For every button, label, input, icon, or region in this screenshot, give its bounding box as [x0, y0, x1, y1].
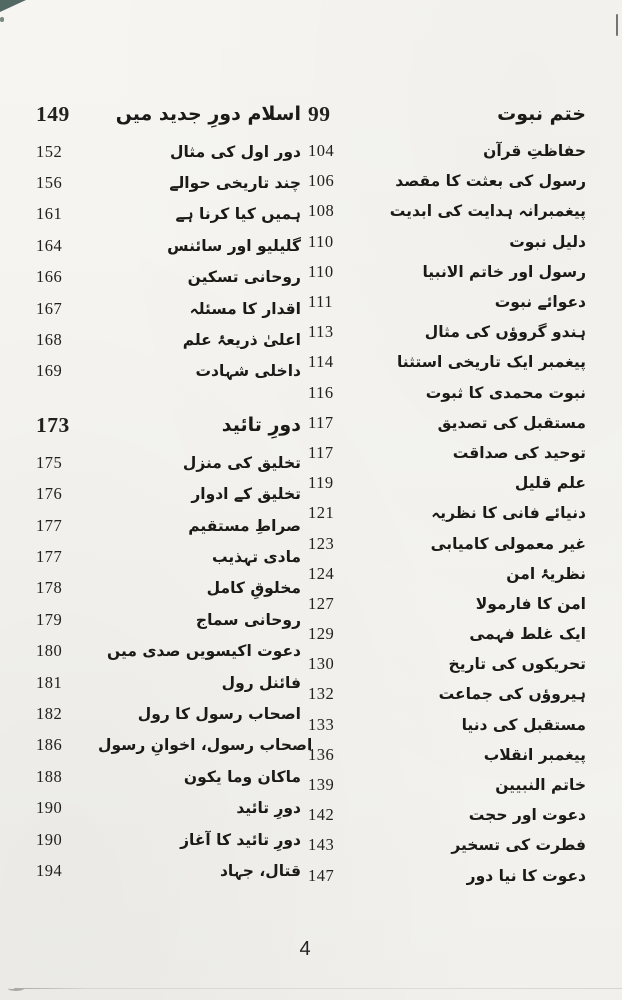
toc-entry-page-number: 133 — [308, 714, 335, 734]
toc-row — [308, 861, 586, 891]
toc-entry-page-number: 186 — [36, 735, 63, 755]
toc-row — [308, 408, 586, 438]
toc-entry-title: دور اول کی مثال — [170, 142, 301, 161]
toc-entry-page-number: 147 — [308, 865, 335, 885]
toc-entry-page-number: 181 — [36, 672, 63, 692]
toc-entry-page-number: 119 — [308, 473, 334, 493]
toc-entry-page-number: 152 — [36, 141, 63, 161]
toc-entry-title: قتال، جہاد — [219, 861, 301, 880]
toc-column-left — [36, 92, 313, 887]
toc-entry-page-number: 116 — [308, 382, 334, 402]
toc-entry-page-number: 110 — [308, 231, 334, 251]
toc-entry-title: ہیروؤں کی جماعت — [438, 685, 586, 704]
toc-row — [36, 510, 301, 541]
toc-entry-title: پیغمبر ایک تاریخی استثنا — [396, 353, 586, 372]
toc-entry-title: توحید کی صداقت — [452, 443, 586, 462]
corner-scan-smudge-mark — [0, 0, 26, 12]
toc-entry-title: داخلی شہادت — [195, 362, 301, 381]
toc-entry-title: اصحاب رسول کا رول — [137, 704, 301, 723]
toc-entry-page-number: 130 — [308, 654, 335, 674]
toc-entry-page-number: 129 — [308, 624, 335, 644]
toc-entry-title: دورِ تائید — [221, 414, 301, 437]
toc-entry-page-number: 190 — [36, 798, 63, 818]
toc-entry-page-number: 108 — [308, 201, 335, 221]
toc-entry-page-number: 169 — [36, 361, 63, 381]
toc-row — [308, 257, 586, 287]
toc-column-right — [308, 92, 586, 891]
toc-row — [36, 855, 301, 886]
toc-row — [36, 761, 301, 792]
toc-entry-title: رسول اور خاتم الانبیا — [422, 262, 586, 281]
toc-entry-page-number: 177 — [36, 546, 63, 566]
toc-row — [308, 679, 586, 709]
toc-row — [36, 635, 301, 666]
toc-entry-page-number: 123 — [308, 533, 335, 553]
toc-row — [36, 447, 301, 478]
toc-entry-title: ایک غلط فہمی — [469, 625, 586, 644]
toc-entry-title: تحریکوں کی تاریخ — [448, 655, 586, 674]
toc-row — [36, 403, 301, 447]
toc-entry-title: نظریۂ امن — [506, 564, 586, 583]
toc-entry-page-number: 127 — [308, 593, 335, 613]
toc-row — [36, 293, 301, 324]
toc-row — [36, 199, 301, 230]
toc-entry-page-number: 168 — [36, 330, 63, 350]
toc-row — [308, 227, 586, 257]
toc-row — [36, 541, 301, 572]
toc-entry-title: نبوت محمدی کا ثبوت — [425, 383, 586, 402]
toc-entry-title: غیر معمولی کامیابی — [430, 534, 586, 553]
toc-entry-page-number: 161 — [36, 204, 63, 224]
toc-row — [36, 136, 301, 167]
toc-entry-title: مادی تہذیب — [211, 547, 301, 566]
right-edge-scan-tick-mark — [616, 14, 618, 36]
toc-entry-title: دلیل نبوت — [509, 232, 586, 251]
toc-entry-title: امن کا فارمولا — [475, 594, 586, 613]
toc-entry-title: حفاظتِ قرآن — [483, 142, 586, 161]
toc-row — [308, 498, 586, 528]
toc-entry-page-number: 178 — [36, 578, 63, 598]
toc-entry-title: ماکان وما یکون — [183, 767, 301, 786]
toc-entry-page-number: 182 — [36, 703, 63, 723]
toc-entry-page-number: 166 — [36, 267, 63, 287]
toc-entry-page-number: 167 — [36, 298, 63, 318]
toc-entry-page-number: 177 — [36, 515, 63, 535]
toc-row — [36, 698, 301, 729]
toc-entry-page-number: 117 — [308, 412, 334, 432]
toc-entry-title: چند تاریخی حوالے — [169, 174, 301, 193]
toc-row — [308, 528, 586, 558]
toc-entry-title: پیغمبر انقلاب — [483, 745, 586, 764]
toc-entry-title: ہندو گروؤں کی مثال — [424, 323, 586, 342]
toc-entry-title: پیغمبرانہ ہدایت کی ابدیت — [389, 202, 586, 221]
toc-entry-page-number: 121 — [308, 503, 335, 523]
toc-entry-title: دعوت اور حجت — [468, 806, 586, 825]
toc-row — [308, 740, 586, 770]
toc-row — [308, 347, 586, 377]
toc-row — [308, 92, 586, 136]
toc-row — [36, 479, 301, 510]
toc-entry-page-number: 194 — [36, 860, 63, 880]
toc-entry-page-number: 175 — [36, 452, 63, 472]
toc-row — [308, 287, 586, 317]
toc-entry-title: رسول کی بعثت کا مقصد — [395, 172, 586, 191]
toc-entry-page-number: 99 — [308, 101, 331, 126]
toc-entry-title: علم قلیل — [514, 474, 586, 493]
toc-entry-title: اصحاب رسول، اخوانِ رسول — [98, 736, 313, 755]
toc-entry-title: مستقبل کی دنیا — [461, 715, 586, 734]
toc-entry-title: صراطِ مستقیم — [188, 516, 301, 535]
toc-entry-title: تخلیق کے ادوار — [191, 485, 301, 504]
toc-row — [36, 167, 301, 198]
toc-row — [308, 166, 586, 196]
toc-entry-title: دعوائے نبوت — [494, 293, 586, 312]
toc-entry-page-number: 114 — [308, 352, 334, 372]
toc-entry-title: اسلام دورِ جدید میں — [115, 103, 301, 125]
toc-entry-title: دعوت کا نیا دور — [466, 866, 586, 885]
toc-entry-title: مخلوقِ کامل — [206, 579, 301, 598]
toc-entry-title: روحانی سماج — [195, 610, 301, 629]
toc-entry-page-number: 113 — [308, 322, 334, 342]
toc-row — [36, 824, 301, 855]
toc-row — [36, 573, 301, 604]
toc-row — [308, 317, 586, 347]
toc-entry-page-number: 149 — [36, 101, 70, 126]
toc-entry-title: دورِ تائید کا آغاز — [180, 830, 301, 849]
toc-entry-page-number: 143 — [308, 835, 335, 855]
toc-row — [36, 604, 301, 635]
toc-row — [36, 324, 301, 355]
toc-row — [308, 589, 586, 619]
toc-entry-page-number: 104 — [308, 141, 335, 161]
toc-entry-title: مستقبل کی تصدیق — [437, 413, 586, 432]
toc-entry-title: اقدار کا مسئلہ — [189, 299, 301, 318]
toc-entry-page-number: 106 — [308, 171, 335, 191]
toc-entry-title: دنیائے فانی کا نظریہ — [431, 504, 586, 523]
toc-row — [36, 92, 301, 136]
toc-entry-page-number: 190 — [36, 829, 63, 849]
toc-entry-page-number: 124 — [308, 563, 335, 583]
toc-entry-title: فائنل رول — [221, 673, 301, 692]
toc-row — [36, 792, 301, 823]
toc-row — [308, 136, 586, 166]
toc-entry-page-number: 136 — [308, 744, 335, 764]
toc-row — [308, 830, 586, 860]
toc-entry-page-number: 180 — [36, 641, 63, 661]
toc-entry-page-number: 179 — [36, 609, 63, 629]
toc-entry-title: ختم نبوت — [497, 103, 586, 125]
bottom-scan-line — [14, 988, 622, 989]
toc-entry-title: دعوت اکیسویں صدی میں — [107, 642, 301, 661]
toc-row — [308, 438, 586, 468]
toc-row — [308, 196, 586, 226]
toc-row — [308, 649, 586, 679]
toc-entry-page-number: 142 — [308, 805, 335, 825]
toc-entry-page-number: 111 — [308, 292, 334, 312]
toc-entry-page-number: 176 — [36, 484, 63, 504]
toc-entry-title: دورِ تائید — [236, 799, 301, 818]
toc-entry-title: فطرت کی تسخیر — [451, 836, 586, 855]
toc-entry-page-number: 188 — [36, 766, 63, 786]
toc-entry-page-number: 117 — [308, 442, 334, 462]
toc-entry-page-number: 139 — [308, 775, 335, 795]
toc-entry-page-number: 132 — [308, 684, 335, 704]
toc-entry-title: اعلیٰ ذریعۂ علم — [182, 331, 301, 350]
toc-row — [308, 378, 586, 408]
toc-row — [36, 667, 301, 698]
toc-row — [308, 468, 586, 498]
toc-entry-page-number: 173 — [36, 412, 70, 437]
toc-row — [308, 710, 586, 740]
toc-row — [308, 800, 586, 830]
toc-entry-title: خاتم النبیین — [495, 776, 586, 795]
toc-row — [36, 262, 301, 293]
toc-entry-title: گلیلیو اور سائنس — [167, 236, 301, 255]
toc-entry-page-number: 110 — [308, 261, 334, 281]
page-number: 4 — [299, 938, 311, 960]
toc-entry-title: روحانی تسکین — [187, 268, 301, 287]
toc-row — [308, 559, 586, 589]
toc-entry-title: تخلیق کی منزل — [182, 453, 301, 472]
toc-row — [36, 730, 313, 761]
edge-scan-dot-mark — [0, 17, 4, 22]
toc-row — [36, 230, 301, 261]
toc-entry-title: ہمیں کیا کرنا ہے — [175, 205, 301, 224]
toc-row — [308, 619, 586, 649]
toc-row — [36, 356, 301, 387]
toc-entry-page-number: 156 — [36, 173, 63, 193]
toc-row — [308, 770, 586, 800]
toc-entry-page-number: 164 — [36, 235, 63, 255]
